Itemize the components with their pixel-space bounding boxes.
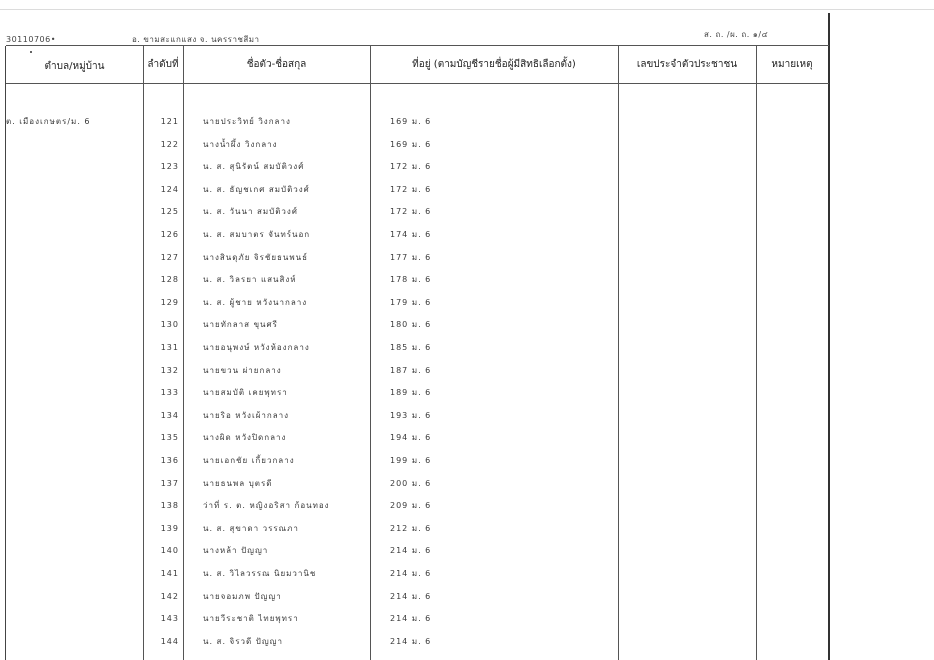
row-address: 214 ม. 6 (390, 546, 432, 555)
row-sequence-number: 123 (160, 162, 179, 171)
row-address: 179 ม. 6 (390, 298, 432, 307)
row-full-name: นายทักลาส ขุนศรี (203, 320, 278, 329)
row-sequence-number: 125 (160, 207, 179, 216)
row-address: 214 ม. 6 (390, 592, 432, 601)
row-sequence-number: 140 (160, 546, 179, 555)
header-subdistrict: ตำบล/หมู่บ้าน (44, 61, 105, 72)
row-address: 214 ม. 6 (390, 614, 432, 623)
row-address: 187 ม. 6 (390, 366, 432, 375)
row-full-name: นายวีระชาติ ไทยพุทรา (203, 614, 299, 623)
row-address: 189 ม. 6 (390, 388, 432, 397)
row-address: 172 ม. 6 (390, 185, 432, 194)
row-sequence-number: 139 (160, 524, 179, 533)
row-full-name: นายสมบัติ เคยพุทรา (203, 388, 288, 397)
header-citizen-id: เลขประจำตัวประชาชน (636, 59, 738, 70)
row-address: 185 ม. 6 (390, 343, 432, 352)
row-address: 178 ม. 6 (390, 275, 432, 284)
row-sequence-number: 142 (160, 592, 179, 601)
row-full-name: นางหล้า ปัญญา (203, 546, 269, 555)
row-address: 194 ม. 6 (390, 433, 432, 442)
row-address: 200 ม. 6 (390, 479, 432, 488)
table-right-border (828, 13, 830, 660)
row-address: 177 ม. 6 (390, 253, 432, 262)
row-address: 209 ม. 6 (390, 501, 432, 510)
header-sequence: ลำดับที่ (147, 59, 179, 70)
row-sequence-number: 128 (160, 275, 179, 284)
row-full-name: น. ส. วันนา สมบัติวงศ์ (203, 207, 298, 216)
form-reference: ส. ถ. /ผ. ถ. ๑/๔ (704, 30, 769, 39)
row-full-name: นายธนพล บุตรดี (203, 479, 273, 488)
row-full-name: น. ส. วิลรยา แสนสิงห์ (203, 275, 297, 284)
row-full-name: นายริอ หวังเผ้ากลาง (203, 411, 290, 420)
row-full-name: ว่าที่ ร. ต. หญิงอริสา ก้อนทอง (203, 501, 330, 510)
row-full-name: นายอนุพงษ์ หวังห้องกลาง (203, 343, 310, 352)
header-mark (30, 51, 32, 53)
document-code: 30110706• (6, 35, 56, 44)
row-sequence-number: 136 (160, 456, 179, 465)
row-sequence-number: 122 (160, 140, 179, 149)
row-sequence-number: 138 (160, 501, 179, 510)
row-address: 199 ม. 6 (390, 456, 432, 465)
row-address: 169 ม. 6 (390, 117, 432, 126)
header-address: ที่อยู่ (ตามบัญชีรายชื่อผู้มีสิทธิเลือกตั้ง) (412, 59, 576, 70)
row-full-name: น. ส. ผู้ชาย หวังนากลาง (203, 298, 308, 307)
subdistrict-village-label: ต. เมืองเกษตร/ม. 6 (6, 117, 91, 126)
table-top-rule (6, 45, 829, 46)
header-remarks: หมายเหตุ (771, 59, 813, 70)
row-sequence-number: 130 (160, 320, 179, 329)
page-top-edge (0, 9, 934, 10)
row-sequence-number: 144 (160, 637, 179, 646)
row-address: 212 ม. 6 (390, 524, 432, 533)
row-full-name: น. ส. สุขาดา วรรณภา (203, 524, 299, 533)
column-divider (370, 45, 371, 660)
row-sequence-number: 126 (160, 230, 179, 239)
row-sequence-number: 141 (160, 569, 179, 578)
row-sequence-number: 135 (160, 433, 179, 442)
column-divider (143, 45, 144, 660)
row-address: 174 ม. 6 (390, 230, 432, 239)
row-address: 214 ม. 6 (390, 569, 432, 578)
row-address: 214 ม. 6 (390, 637, 432, 646)
row-sequence-number: 121 (160, 117, 179, 126)
row-full-name: น. ส. สุนิรัตน์ สมบัติวงศ์ (203, 162, 305, 171)
row-sequence-number: 134 (160, 411, 179, 420)
district-province: อ. ขามสะแกแสง จ. นครราชสีมา (132, 35, 260, 44)
row-address: 193 ม. 6 (390, 411, 432, 420)
row-sequence-number: 137 (160, 479, 179, 488)
row-address: 172 ม. 6 (390, 207, 432, 216)
column-divider (618, 45, 619, 660)
row-address: 172 ม. 6 (390, 162, 432, 171)
row-sequence-number: 127 (160, 253, 179, 262)
row-full-name: นายจอมภพ ปัญญา (203, 592, 282, 601)
row-full-name: นายประวิทย์ วิงกลาง (203, 117, 291, 126)
column-divider (183, 45, 184, 660)
table-left-border (5, 46, 6, 660)
row-full-name: นายเอกชัย เกี้ยวกลาง (203, 456, 295, 465)
row-full-name: น. ส. จิรวดี ปัญญา (203, 637, 283, 646)
row-full-name: น. ส. สมบาตร จันทร์นอก (203, 230, 311, 239)
row-full-name: นายขวน ผ่ายกลาง (203, 366, 282, 375)
header-bottom-rule (6, 83, 829, 84)
header-name: ชื่อตัว-ชื่อสกุล (246, 59, 307, 70)
column-divider (756, 45, 757, 660)
row-full-name: น. ส. วิไลวรรณ นิยมวานิช (203, 569, 317, 578)
row-sequence-number: 124 (160, 185, 179, 194)
row-address: 169 ม. 6 (390, 140, 432, 149)
row-full-name: นางน้ำผึ้ง วิงกลาง (203, 140, 278, 149)
row-sequence-number: 131 (160, 343, 179, 352)
row-sequence-number: 132 (160, 366, 179, 375)
row-full-name: นางผิด หวังปิดกลาง (203, 433, 287, 442)
row-address: 180 ม. 6 (390, 320, 432, 329)
row-full-name: น. ส. ธัญชเกศ สมบัติวงศ์ (203, 185, 310, 194)
row-sequence-number: 143 (160, 614, 179, 623)
row-sequence-number: 133 (160, 388, 179, 397)
row-full-name: นางสินดุภัย จิรชัยธนพนธ์ (203, 253, 308, 262)
row-sequence-number: 129 (160, 298, 179, 307)
